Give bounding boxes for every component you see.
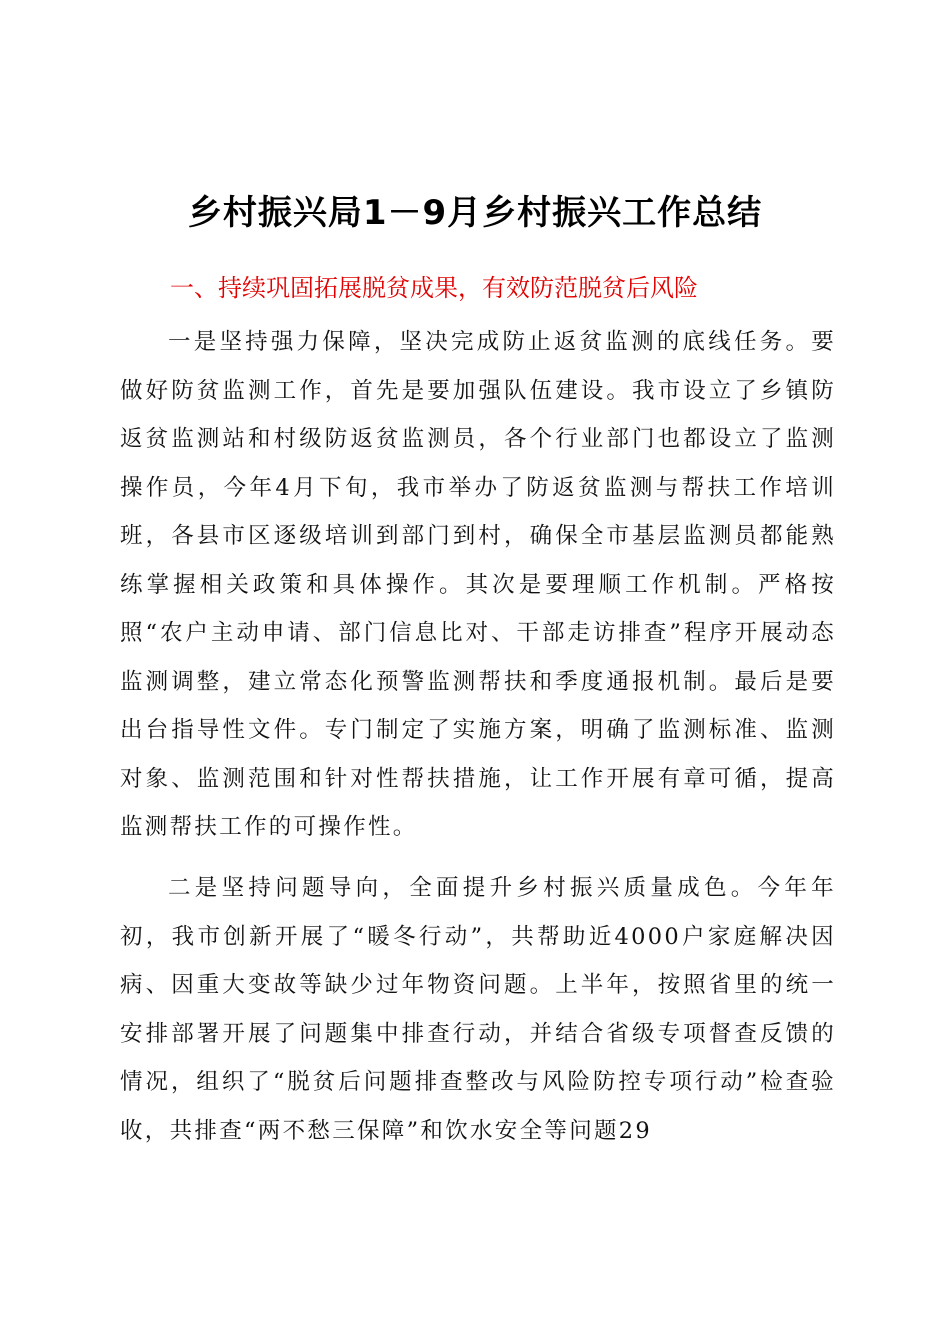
section-heading: 一、持续巩固拓展脱贫成果，有效防范脱贫后风险 [170,274,698,302]
body-paragraph-2: 二是坚持问题导向，全面提升乡村振兴质量成色。今年年初，我市创新开展了“暖冬行动”，共帮助近4000户家庭解决因病、因重大变故等缺少过年物资问题。上半年，按照省里的统一安排部署开展了问题集中排查行动，并结合省级专项督查反馈的情况，组织了“脱贫后问题排查整改与风险防控专项行动”检查验收，共排查“两不愁三保障”和饮水安全等问题29 [120,875,836,1144]
document-title: 乡村振兴局1－9月乡村振兴工作总结 [187,193,763,233]
body-paragraph-1: 一是坚持强力保障，坚决完成防止返贫监测的底线任务。要做好防贫监测工作，首先是要加强队伍建设。我市设立了乡镇防返贫监测站和村级防返贫监测员，各个行业部门也都设立了监测操作员，今年4月下旬，我市举办了防返贫监测与帮扶工作培训班，各县市区逐级培训到部门到村，确保全市基层监测员都能熟练掌握相关政策和具体操作。其次是要理顺工作机制。严格按照“农户主动申请、部门信息比对、干部走访排查”程序开展动态监测调整，建立常态化预警监测帮扶和季度通报机制。最后是要出台指导性文件。专门制定了实施方案，明确了监测标准、监测对象、监测范围和针对性帮扶措施，让工作开展有章可循，提高监测帮扶工作的可操作性。 [120,329,836,840]
